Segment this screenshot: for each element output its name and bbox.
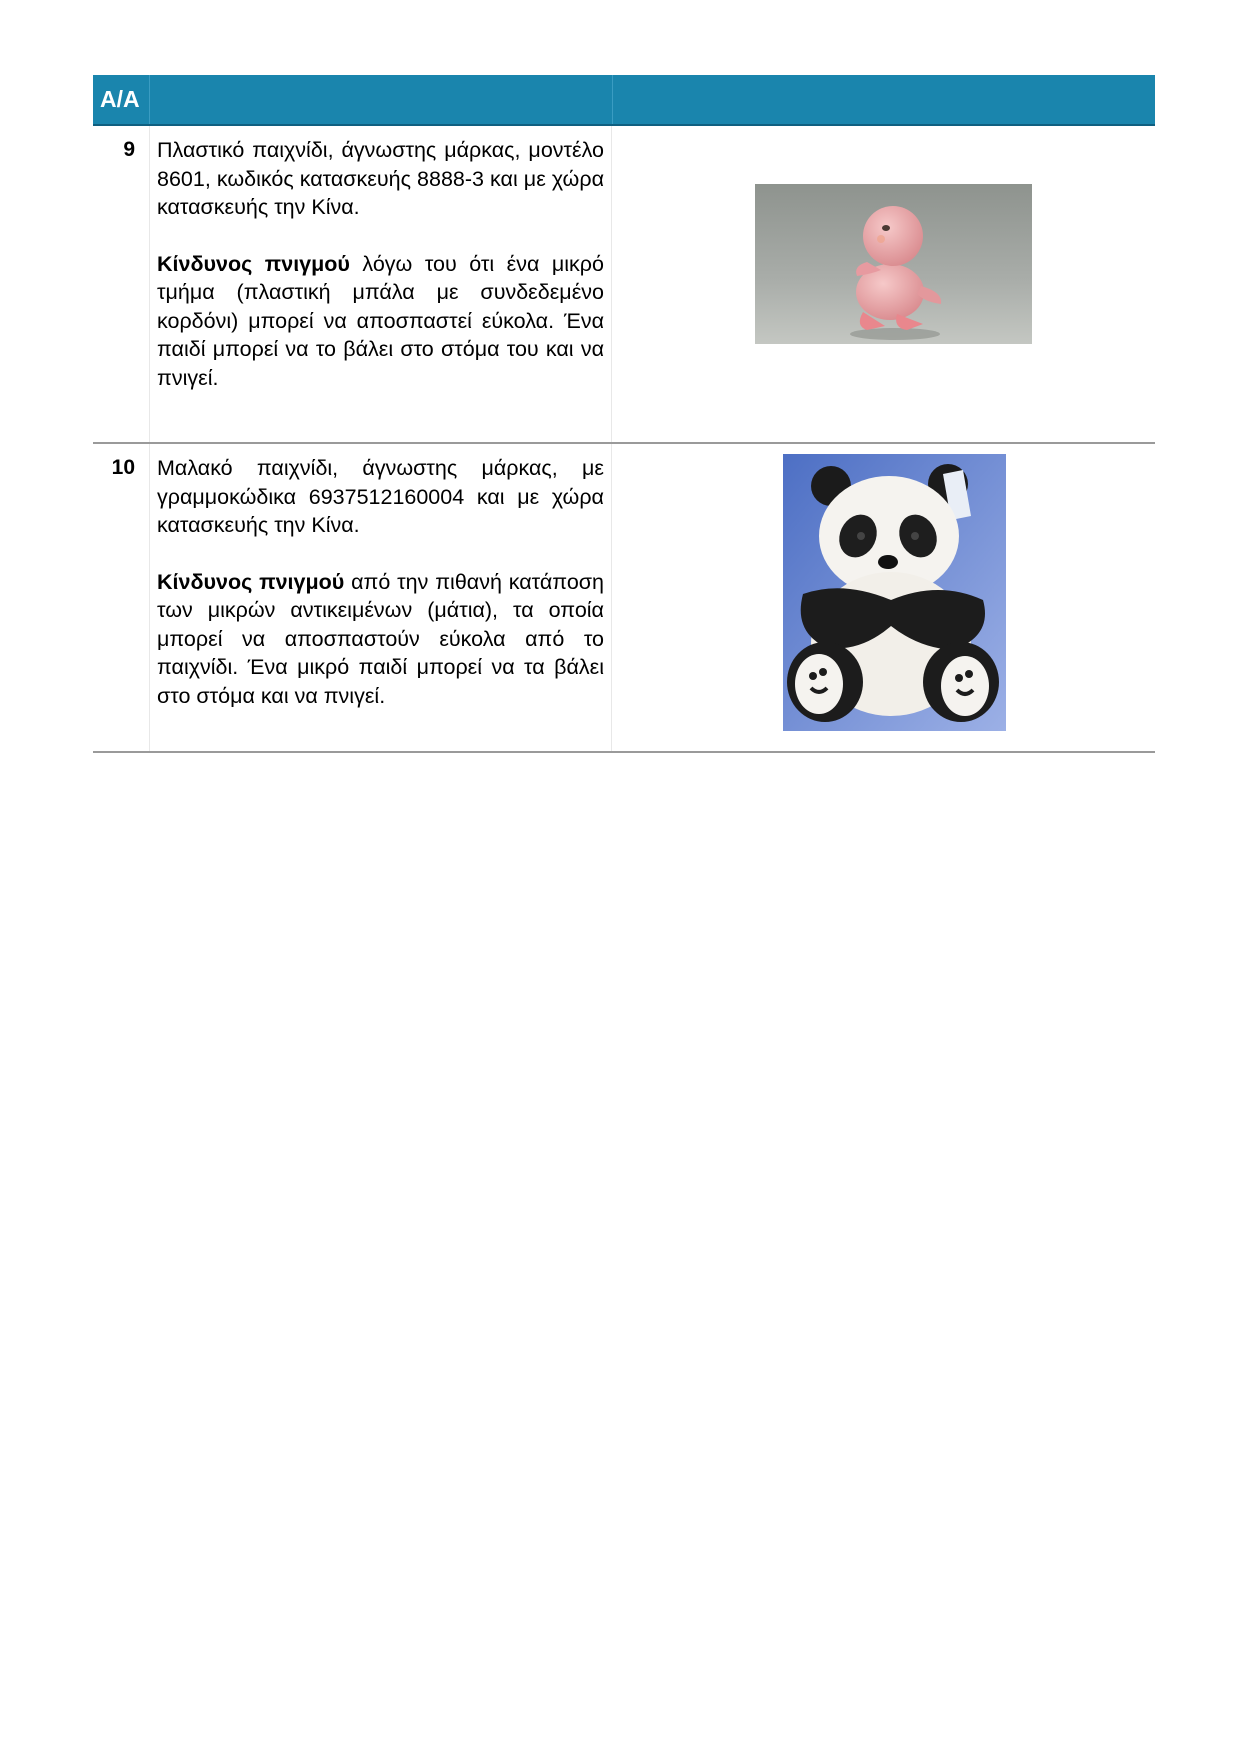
pink-duck-toy-photo [755,184,1032,344]
header-photo [613,75,1155,124]
hazard-title: Κίνδυνος πνιγμού [157,251,350,276]
row-description [150,126,612,442]
panda-plush-toy-photo [783,454,1006,731]
row-photo-cell [612,444,1155,751]
hazard-title: Κίνδυνος πνιγμού [157,569,345,594]
row-number: 9 [93,126,150,442]
table-row [93,444,1155,753]
row-description [150,444,612,751]
table-row [93,126,1155,444]
product-description: Πλαστικό παιχνίδι, άγνωστης μάρκας, μοντέλο 8601, κωδικός κατασκευής 8888-3 και με χώρα κατασκευής την Κίνα. [157,138,604,219]
table-header [93,75,1155,126]
hazard-paragraph [157,568,604,711]
row-number: 10 [93,444,150,751]
header-description [150,75,613,124]
hazard-paragraph [157,250,604,393]
product-description: Μαλακό παιχνίδι, άγνωστης μάρκας, με γραμμοκώδικα 6937512160004 και με χώρα κατασκευής την Κίνα. [157,456,604,537]
row-photo-cell [612,126,1155,442]
hazard-text: λόγω του ότι ένα μικρό τμήμα (πλαστική μπάλα με συνδεδεμένο κορδόνι) μπορεί να αποσπαστεί εύκολα. Ένα παιδί μπορεί να το βάλει στο στόμα του και να πνιγεί. [157,251,604,390]
header-aa: Α/Α [93,75,150,124]
hazard-text: από την πιθανή κατάποση των μικρών αντικειμένων (μάτια), τα οποία μπορεί να αποσπαστούν εύκολα από το παιχνίδι. Ένα μικρό παιδί μπορεί να τα βάλει στο στόμα και να πνιγεί. [157,569,604,708]
product-table [93,75,1155,753]
